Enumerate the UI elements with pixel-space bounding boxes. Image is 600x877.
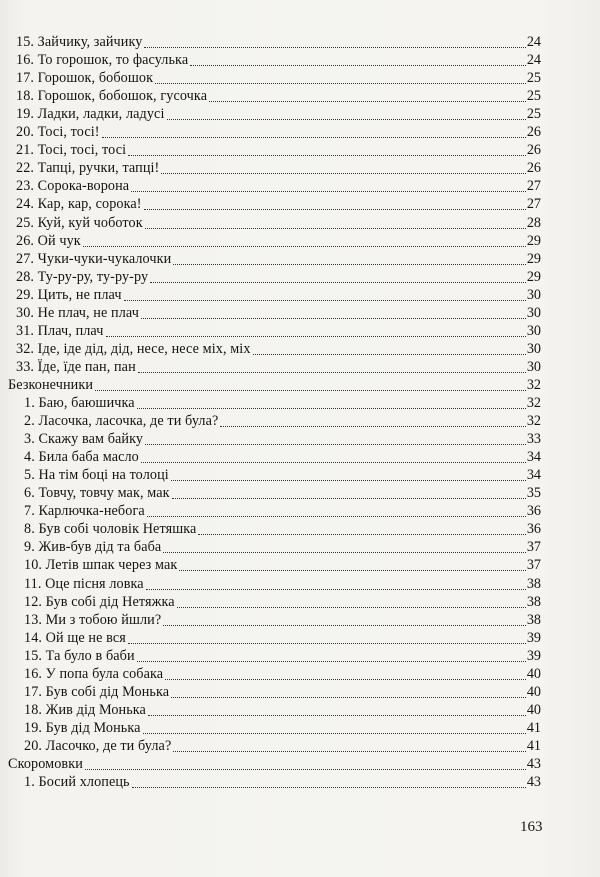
toc-leader-dots — [146, 589, 526, 590]
toc-leader-dots — [161, 173, 526, 174]
toc-entry — [24, 773, 541, 791]
toc-entry — [24, 448, 541, 466]
toc-entry-title: 3. Скажу вам байку — [24, 431, 144, 448]
toc-entry — [16, 33, 541, 51]
toc-entry — [16, 105, 541, 123]
toc-leader-dots — [138, 372, 526, 373]
toc-entry-page: 43 — [526, 774, 541, 791]
toc-entry — [16, 214, 541, 232]
toc-entry-page: 34 — [526, 449, 541, 466]
toc-entry-title: 31. Плач, плач — [16, 322, 104, 339]
toc-entry-title: 18. Горошок, бобошок, гусочка — [16, 88, 208, 105]
toc-leader-dots — [220, 426, 526, 427]
toc-leader-dots — [128, 643, 526, 644]
toc-entry — [24, 647, 541, 665]
toc-leader-dots — [137, 661, 526, 662]
toc-leader-dots — [150, 282, 526, 283]
toc-entry-title: 19. Ладки, ладки, ладусі — [16, 106, 165, 123]
toc-entry-page: 29 — [526, 268, 541, 285]
toc-entry-page: 25 — [526, 88, 541, 105]
toc-leader-dots — [85, 769, 526, 770]
toc-leader-dots — [165, 679, 526, 680]
toc-entry-page: 27 — [526, 196, 541, 213]
toc-leader-dots — [124, 300, 526, 301]
toc-entry-title: Скоромовки — [8, 756, 83, 772]
toc-entry-title: 14. Ой ще не вся — [24, 629, 126, 646]
toc-entry-page: 25 — [526, 70, 541, 87]
toc-entry-title: 9. Жив-був дід та баба — [24, 539, 162, 556]
toc-entry-title: 4. Била баба масло — [24, 449, 139, 466]
toc-entry — [16, 304, 541, 322]
toc-entry-page: 38 — [526, 611, 541, 628]
toc-leader-dots — [179, 570, 526, 571]
toc-entry-title: 19. Був дід Монька — [24, 719, 141, 736]
toc-entry-page: 39 — [526, 647, 541, 664]
toc-entry — [16, 51, 541, 69]
toc-entry-page: 39 — [526, 629, 541, 646]
toc-entry-page: 30 — [526, 322, 541, 339]
toc-leader-dots — [137, 408, 526, 409]
toc-leader-dots — [171, 697, 526, 698]
toc-leader-dots — [209, 101, 526, 102]
toc-entry-title: 20. Ласочко, де ти була? — [24, 737, 172, 754]
toc-entry-page: 37 — [526, 557, 541, 574]
toc-leader-dots — [172, 498, 526, 499]
toc-entry-title: 22. Тапці, ручки, тапці! — [16, 160, 160, 177]
toc-entry-title: 2. Ласочка, ласочка, де ти була? — [24, 413, 219, 430]
toc-entry-page: 28 — [526, 214, 541, 231]
toc-entry — [24, 412, 541, 430]
toc-entry — [24, 556, 541, 574]
toc-entry-page: 26 — [526, 142, 541, 159]
toc-entry-title: 7. Карлючка-небога — [24, 503, 145, 520]
toc-leader-dots — [148, 715, 526, 716]
toc-leader-dots — [144, 47, 526, 48]
toc-entry-title: 16. То горошок, то фасулька — [16, 52, 189, 69]
toc-entry — [24, 575, 541, 593]
toc-entry — [24, 593, 541, 611]
toc-entry-title: 8. Був собі чоловік Нетяшка — [24, 521, 197, 538]
toc-entry-page: 29 — [526, 232, 541, 249]
toc-leader-dots — [163, 625, 526, 626]
toc-entry-page: 35 — [526, 485, 541, 502]
toc-entry — [24, 538, 541, 556]
toc-leader-dots — [190, 65, 526, 66]
toc-entry-title: 32. Іде, іде дід, дід, несе, несе міх, міх — [16, 340, 251, 357]
toc-leader-dots — [173, 751, 526, 752]
toc-entry — [24, 502, 541, 520]
toc-entry-page: 32 — [526, 413, 541, 430]
toc-entry-title: 28. Ту-ру-ру, ту-ру-ру — [16, 268, 149, 285]
toc-entry — [16, 123, 541, 141]
toc-leader-dots — [141, 462, 526, 463]
toc-entry-page: 30 — [526, 358, 541, 375]
toc-entry-page: 30 — [526, 340, 541, 357]
toc-leader-dots — [143, 733, 526, 734]
toc-entry — [16, 159, 541, 177]
toc-leader-dots — [131, 191, 526, 192]
toc-entry-page: 25 — [526, 106, 541, 123]
toc-entry-page: 34 — [526, 467, 541, 484]
toc-entry-page: 33 — [526, 431, 541, 448]
toc-entry-title: 18. Жив дід Монька — [24, 701, 146, 718]
toc-entry-page: 26 — [526, 160, 541, 177]
toc-entry-title: 25. Куй, куй чоботок — [16, 214, 143, 231]
toc-entry-page: 40 — [526, 701, 541, 718]
toc-entry-page: 24 — [526, 52, 541, 69]
toc-leader-dots — [145, 228, 526, 229]
toc-leader-dots — [171, 480, 526, 481]
toc-entry-page: 37 — [526, 539, 541, 556]
toc-entry — [24, 665, 541, 683]
toc-entry — [24, 701, 541, 719]
toc-entry — [16, 286, 541, 304]
toc-entry — [24, 520, 541, 538]
toc-entry-title: 23. Сорока-ворона — [16, 178, 130, 195]
toc-entry-page: 38 — [526, 593, 541, 610]
toc-entry — [16, 340, 541, 358]
toc-entry-title: 15. Зайчику, зайчику — [16, 34, 143, 50]
toc-entry-title: 10. Летів шпак через мак — [24, 557, 178, 574]
toc-entry — [24, 394, 541, 412]
toc-entry-title: 21. Тосі, тосі, тосі — [16, 142, 127, 159]
toc-leader-dots — [147, 516, 526, 517]
toc-entry-title: 30. Не плач, не плач — [16, 304, 139, 321]
toc-leader-dots — [253, 354, 526, 355]
toc-entry-title: 29. Цить, не плач — [16, 286, 122, 303]
toc-leader-dots — [102, 137, 526, 138]
toc-entry — [16, 87, 541, 105]
toc-entry-title: Безконечники — [8, 376, 94, 393]
toc-entry — [16, 177, 541, 195]
toc-entry — [24, 719, 541, 737]
toc-entry — [24, 611, 541, 629]
toc-entry-page: 41 — [526, 737, 541, 754]
toc-section-entry — [8, 755, 541, 773]
toc-entry-title: 33. Їде, їде пан, пан — [16, 358, 136, 375]
toc-entry — [24, 629, 541, 647]
toc-entry-title: 1. Босий хлопець — [24, 774, 130, 791]
toc-entry-page: 40 — [526, 683, 541, 700]
toc-entry-title: 17. Був собі дід Монька — [24, 683, 170, 700]
toc-entry — [24, 737, 541, 755]
toc-entry — [24, 484, 541, 502]
toc-entry — [16, 250, 541, 268]
toc-entry-title: 6. Товчу, товчу мак, мак — [24, 485, 170, 502]
toc-leader-dots — [177, 607, 526, 608]
toc-entry-page: 36 — [526, 521, 541, 538]
toc-leader-dots — [83, 246, 526, 247]
toc-leader-dots — [145, 444, 526, 445]
toc-entry-title: 11. Оце пісня ловка — [24, 575, 144, 592]
toc-section-entry — [8, 376, 541, 394]
toc-leader-dots — [141, 318, 526, 319]
toc-leader-dots — [95, 390, 526, 391]
toc-leader-dots — [173, 264, 526, 265]
toc-entry — [16, 232, 541, 250]
toc-entry — [16, 322, 541, 340]
toc-entry-page: 36 — [526, 503, 541, 520]
toc-entry-title: 20. Тосі, тосі! — [16, 124, 100, 141]
toc-entry — [24, 683, 541, 701]
toc-entry — [16, 195, 541, 213]
toc-entry-page: 38 — [526, 575, 541, 592]
toc-leader-dots — [132, 787, 526, 788]
toc-leader-dots — [106, 336, 526, 337]
toc-leader-dots — [144, 209, 526, 210]
toc-leader-dots — [198, 534, 526, 535]
toc-entry-title: 1. Баю, баюшичка — [24, 395, 135, 411]
toc-entry-page: 24 — [526, 34, 541, 50]
toc-entry — [16, 69, 541, 87]
toc-entry-page: 29 — [526, 250, 541, 267]
toc-entry-page: 40 — [526, 665, 541, 682]
toc-entry-page: 27 — [526, 178, 541, 195]
toc-entry-page: 32 — [526, 376, 541, 393]
toc-entry — [24, 466, 541, 484]
toc-entry-title: 5. На тім боці на толоці — [24, 467, 169, 484]
toc-entry-page: 30 — [526, 304, 541, 321]
toc-leader-dots — [167, 119, 526, 120]
toc-entry-title: 24. Кар, кар, сорока! — [16, 196, 142, 213]
toc-entry — [24, 430, 541, 448]
toc-entry-title: 26. Ой чук — [16, 232, 81, 249]
toc-entry-title: 17. Горошок, бобошок — [16, 70, 154, 87]
toc-entry-title: 13. Ми з тобою йшли? — [24, 611, 162, 628]
toc-entry-page: 41 — [526, 719, 541, 736]
toc-entry — [16, 268, 541, 286]
toc-entry-page: 43 — [526, 756, 541, 772]
toc-entry-page: 32 — [526, 395, 541, 411]
toc-entry — [16, 358, 541, 376]
page-number: 163 — [520, 819, 543, 835]
toc-entry-title: 16. У попа була собака — [24, 665, 164, 682]
toc-entry — [16, 141, 541, 159]
toc-entry-page: 26 — [526, 124, 541, 141]
toc-entry-title: 12. Був собі дід Нетяжка — [24, 593, 175, 610]
toc-leader-dots — [155, 83, 526, 84]
toc-entry-page: 30 — [526, 286, 541, 303]
toc-entry-title: 15. Та було в баби — [24, 647, 135, 664]
toc-entry-title: 27. Чуки-чуки-чукалочки — [16, 250, 172, 267]
toc-leader-dots — [163, 552, 526, 553]
toc-leader-dots — [128, 155, 526, 156]
